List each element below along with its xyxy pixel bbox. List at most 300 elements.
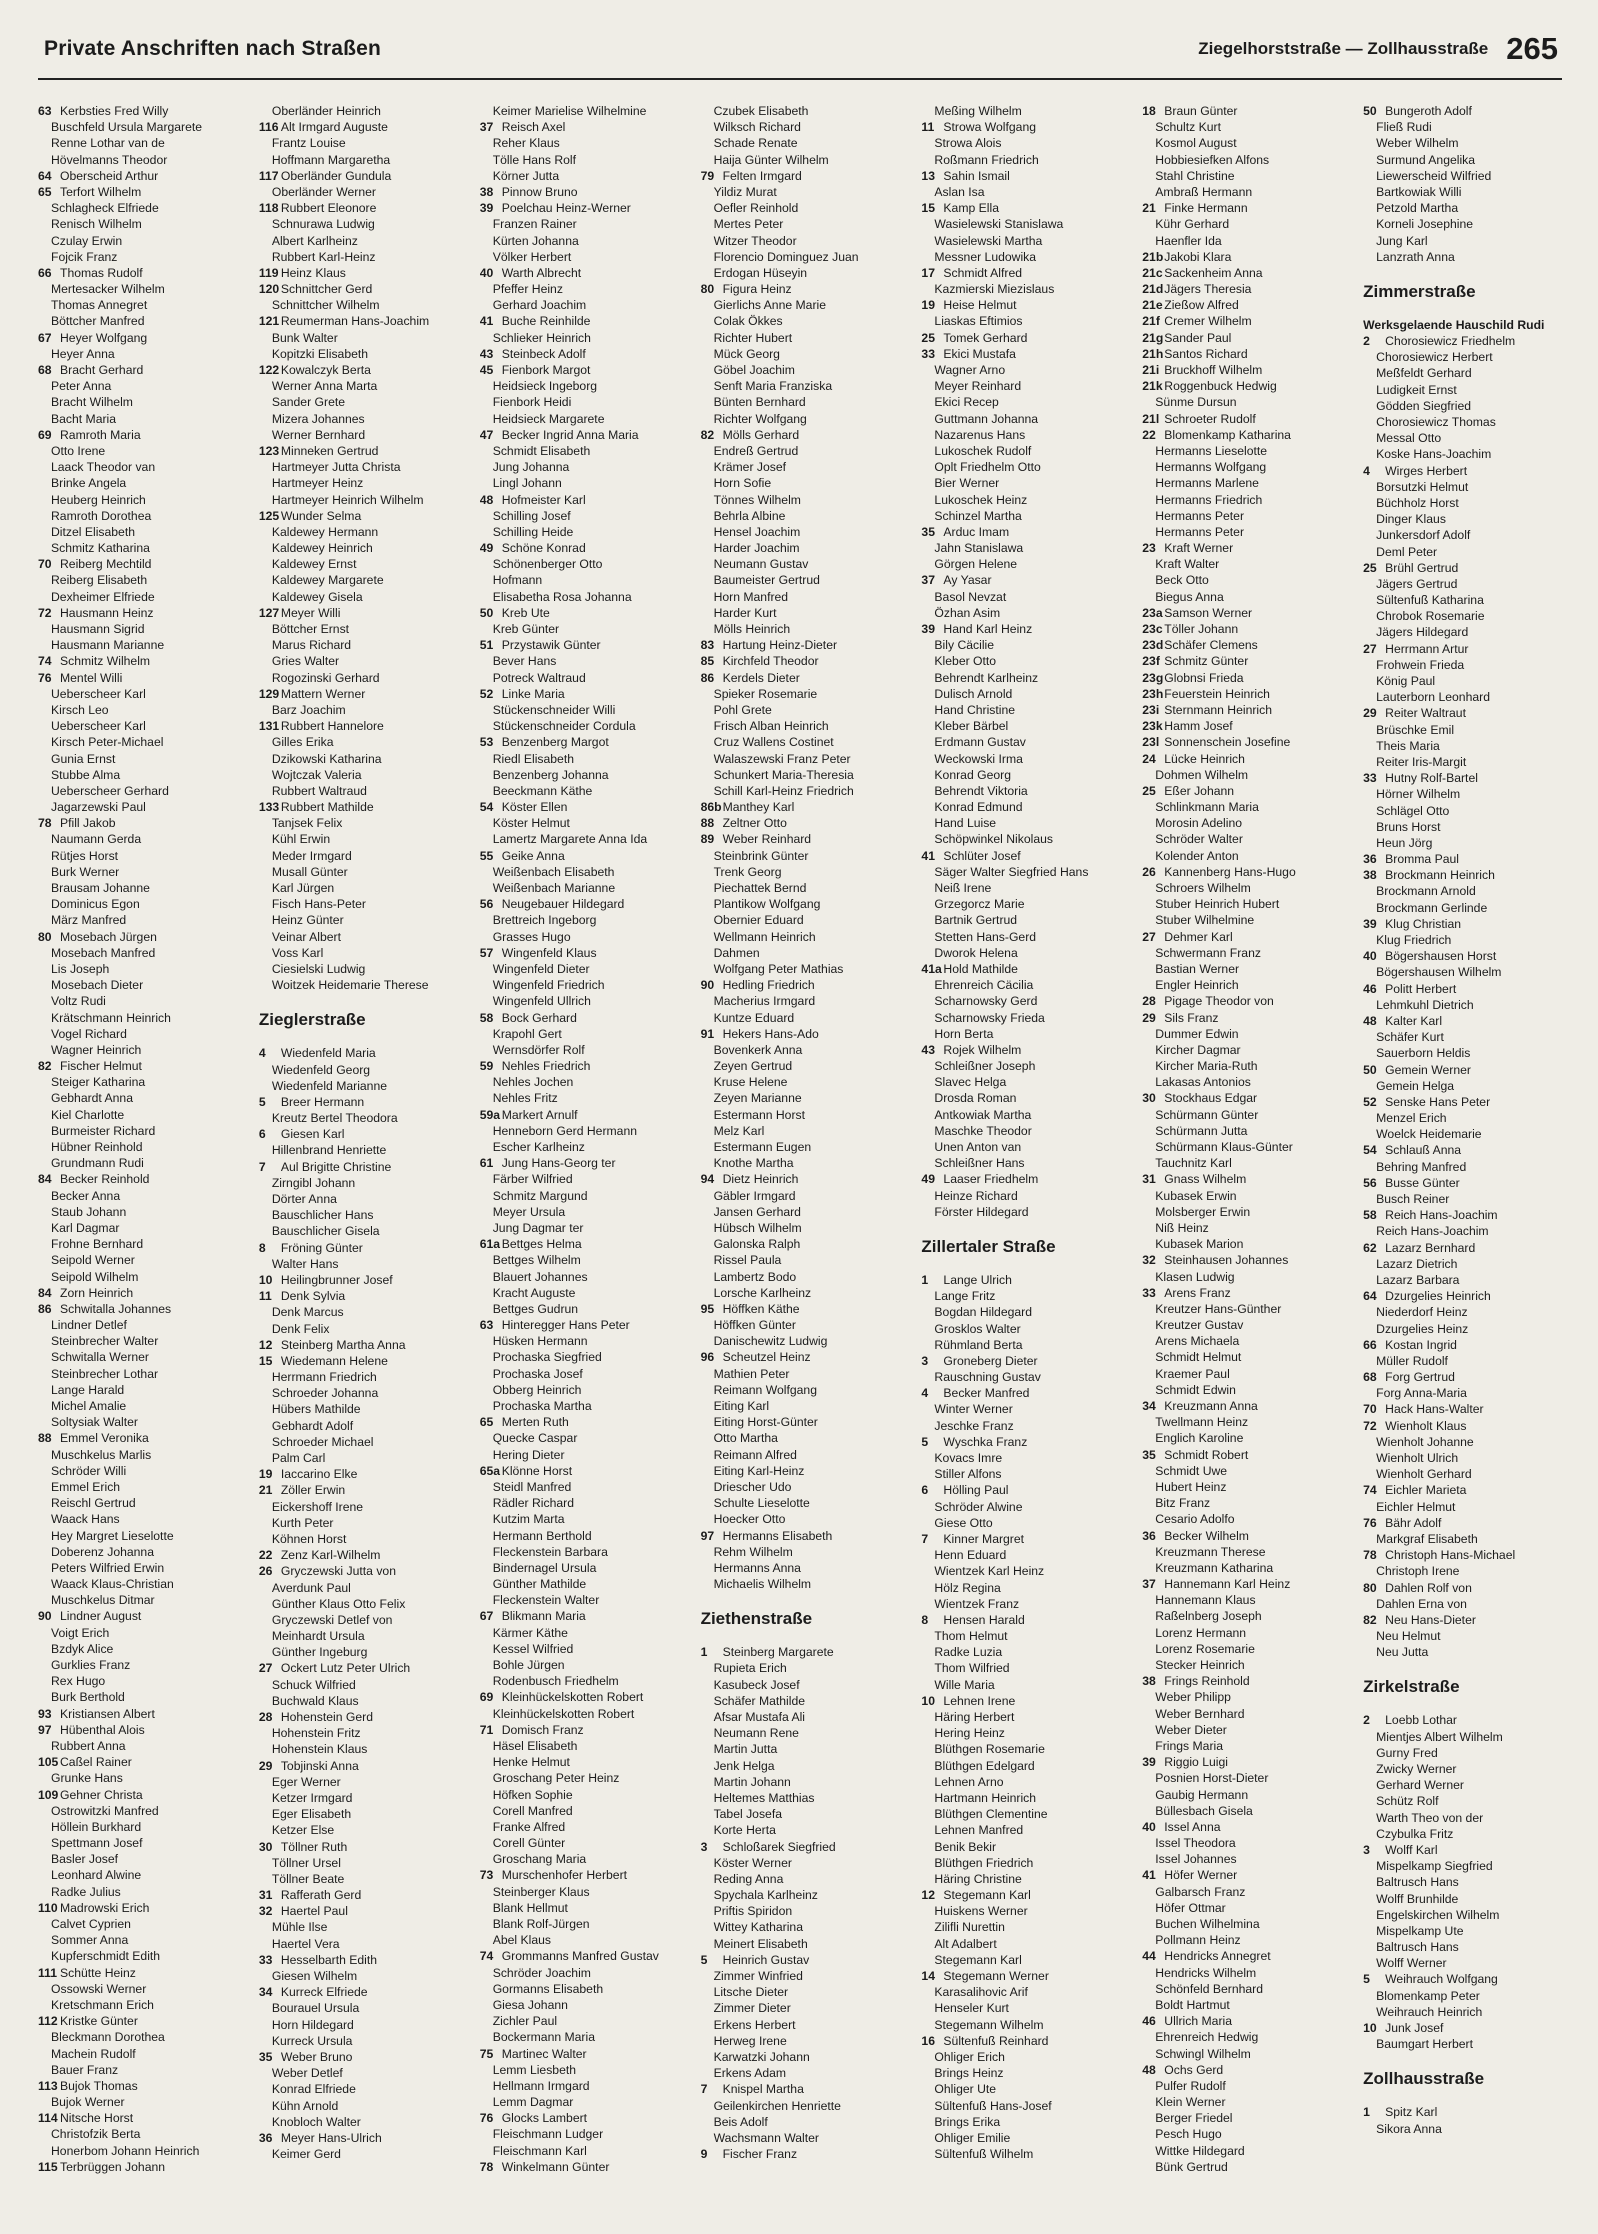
resident-name: Oplt Friedhelm Otto: [934, 460, 1041, 475]
house-number: 50: [1363, 104, 1377, 118]
house-number: 43: [479, 346, 494, 361]
resident-name: Chorosiewicz Thomas: [1376, 415, 1496, 430]
resident-name: Renne Lothar van de: [51, 136, 165, 151]
directory-entry: [38, 2046, 251, 2062]
resident-name: Jahn Stanislawa: [934, 541, 1024, 556]
house-number: 122: [258, 363, 280, 377]
directory-entry: [480, 2159, 693, 2175]
house-number: 41: [1142, 1868, 1156, 1883]
resident-name: Steiger Katharina: [51, 1075, 146, 1090]
directory-entry: [701, 152, 914, 168]
resident-name: Bastian Werner: [1155, 961, 1240, 976]
directory-entry: [259, 427, 472, 443]
resident-name: Feuerstein Heinrich: [1164, 686, 1270, 701]
directory-entry: [1142, 1981, 1355, 1997]
house-number: 38: [1142, 1674, 1156, 1689]
directory-entry: [701, 1317, 914, 1333]
directory-entry: [38, 152, 251, 168]
resident-name: Maschke Theodor: [934, 1123, 1032, 1138]
resident-name: Haija Günter Wilhelm: [713, 152, 829, 167]
resident-name: Kosmol August: [1155, 136, 1237, 151]
directory-entry: [480, 1074, 693, 1090]
resident-name: Kamp Ella: [943, 201, 999, 216]
directory-entry: [921, 540, 1134, 556]
directory-entry: [38, 1463, 251, 1479]
resident-name: Fischer Helmut: [60, 1059, 142, 1074]
house-number: 23l: [1142, 735, 1160, 750]
resident-name: Karasalihovic Arif: [934, 1985, 1028, 2000]
resident-name: Zwicky Werner: [1376, 1762, 1457, 1777]
directory-entry: [259, 184, 472, 200]
house-number: 123: [258, 443, 280, 458]
directory-entry: [259, 653, 472, 669]
directory-entry: [1142, 540, 1355, 556]
directory-entry: [259, 1499, 472, 1515]
directory-entry: [259, 313, 472, 329]
house-number: 83: [700, 638, 715, 653]
resident-name: Santos Richard: [1164, 346, 1248, 361]
directory-entry: [480, 2029, 693, 2045]
resident-name: Gierlichs Anne Marie: [713, 298, 827, 313]
directory-entry: [38, 103, 251, 119]
resident-name: Denk Marcus: [271, 1305, 344, 1320]
resident-name: Hand Karl Heinz: [943, 622, 1033, 636]
resident-name: Dexheimer Elfriede: [51, 589, 155, 604]
resident-name: Bauschlicher Hans: [271, 1208, 374, 1223]
resident-name: Heinz Klaus: [280, 265, 346, 280]
directory-entry: [921, 1693, 1134, 1709]
directory-entry: [480, 508, 693, 524]
directory-entry: [480, 1932, 693, 1948]
resident-name: Ossowski Werner: [51, 1981, 147, 1996]
directory-entry: [259, 459, 472, 475]
resident-name: Heinrich Gustav: [722, 1952, 810, 1967]
resident-name: Reisch Axel: [501, 120, 566, 135]
directory-entry: [38, 686, 251, 702]
house-number: 27: [258, 1661, 273, 1676]
resident-name: Pfill Jakob: [60, 816, 116, 831]
directory-entry: [1142, 670, 1355, 686]
directory-entry: [480, 1123, 693, 1139]
directory-entry: [480, 265, 693, 281]
directory-entry: [921, 1903, 1134, 1919]
resident-name: Hoecker Otto: [713, 1512, 786, 1527]
resident-name: Breer Hermann: [280, 1094, 365, 1109]
resident-name: Tomek Gerhard: [943, 330, 1028, 345]
resident-name: Stegemann Karl: [943, 1888, 1031, 1903]
directory-entry: [921, 1385, 1134, 1401]
directory-entry: [480, 589, 693, 605]
resident-name: Pinnow Bruno: [501, 184, 578, 199]
directory-entry: [921, 1709, 1134, 1725]
resident-name: Brüschke Emil: [1376, 722, 1455, 737]
resident-name: Raßelnberg Joseph: [1155, 1609, 1262, 1624]
resident-name: Schmitz Margund: [492, 1188, 588, 1203]
directory-entry: [921, 1353, 1134, 1369]
directory-entry: [259, 621, 472, 637]
resident-name: Weißenbach Elisabeth: [492, 864, 615, 879]
resident-name: Schmidt Uwe: [1155, 1463, 1228, 1478]
resident-name: Kühl Erwin: [271, 832, 331, 847]
directory-entry: [1363, 1515, 1576, 1531]
house-number: 64: [38, 168, 52, 183]
resident-name: Kutzim Marta: [492, 1512, 565, 1527]
resident-name: Berger Friedel: [1155, 2111, 1233, 2126]
directory-entry: [38, 1123, 251, 1139]
house-number: 5: [1363, 1972, 1370, 1987]
resident-name: Lingl Johann: [492, 476, 562, 491]
directory-entry: [1142, 718, 1355, 734]
resident-name: Brockmann Gerlinde: [1376, 900, 1488, 915]
house-number: 15: [258, 1353, 273, 1368]
resident-name: Reiter Iris-Margit: [1376, 754, 1467, 769]
directory-entry: [1363, 1971, 1576, 1987]
directory-entry: [38, 1576, 251, 1592]
house-number: 61a: [479, 1237, 501, 1252]
directory-entry: [480, 767, 693, 783]
resident-name: Mientjes Albert Wilhelm: [1376, 1729, 1503, 1744]
directory-entry: [1142, 1107, 1355, 1123]
directory-entry: [259, 1482, 472, 1498]
resident-name: Hellmann Irmgard: [492, 2078, 590, 2093]
resident-name: Konrad Edmund: [934, 800, 1023, 815]
resident-name: Iaccarino Elke: [280, 1467, 358, 1482]
directory-entry: [1363, 916, 1576, 932]
directory-entry: [1142, 1592, 1355, 1608]
resident-name: Hölz Regina: [934, 1580, 1001, 1595]
resident-name: Meyer Reinhard: [934, 379, 1022, 394]
directory-entry: [480, 1107, 693, 1123]
resident-name: Eßer Johann: [1164, 783, 1235, 798]
house-number: 10: [921, 1693, 935, 1708]
directory-entry: [1142, 2013, 1355, 2029]
directory-entry: [480, 1349, 693, 1365]
house-number: 58: [479, 1010, 494, 1025]
directory-entry: [480, 1641, 693, 1657]
house-number: 26: [1142, 864, 1156, 879]
resident-name: Rubbert Hannelore: [280, 719, 384, 734]
house-number: 71: [479, 1722, 494, 1737]
resident-name: Meyer Ursula: [492, 1204, 566, 1219]
directory-entry: [480, 1447, 693, 1463]
directory-entry: [1363, 1644, 1576, 1660]
directory-entry: [1142, 1430, 1355, 1446]
directory-entry: [701, 1479, 914, 1495]
directory-entry: [259, 1321, 472, 1337]
directory-entry: [701, 281, 914, 297]
directory-entry: [38, 1689, 251, 1705]
resident-name: Fojcik Franz: [51, 249, 118, 264]
resident-name: Pollmann Heinz: [1155, 1933, 1241, 1948]
resident-name: Aul Brigitte Christine: [280, 1159, 392, 1174]
resident-name: Muschkelus Ditmar: [51, 1593, 155, 1608]
directory-entry: [921, 281, 1134, 297]
resident-name: Blomenkamp Peter: [1376, 1988, 1480, 2003]
resident-name: Heinz Günter: [271, 913, 344, 928]
resident-name: Franzen Rainer: [492, 217, 577, 232]
directory-entry: [701, 362, 914, 378]
directory-entry: [921, 1725, 1134, 1741]
resident-name: Kircher Maria-Ruth: [1155, 1059, 1258, 1074]
resident-name: Schäfer Mathilde: [713, 1693, 806, 1708]
directory-entry: [701, 799, 914, 815]
resident-name: Becker Ingrid Anna Maria: [501, 427, 639, 442]
resident-name: Hermanns Marlene: [1155, 476, 1259, 491]
directory-entry: [480, 459, 693, 475]
resident-name: Lindner August: [60, 1609, 142, 1624]
directory-entry: [921, 961, 1134, 977]
directory-entry: [1363, 1499, 1576, 1515]
resident-name: Weber Reinhard: [722, 832, 812, 847]
resident-name: Strowa Alois: [934, 136, 1002, 151]
directory-entry: [701, 1204, 914, 1220]
directory-entry: [921, 1026, 1134, 1042]
directory-entry: [1363, 2036, 1576, 2052]
directory-entry: [921, 605, 1134, 621]
resident-name: Schmitz Günter: [1164, 654, 1249, 669]
resident-name: Buchen Wilhelmina: [1155, 1917, 1260, 1931]
directory-column-1: [38, 103, 251, 2214]
directory-entry: [38, 2143, 251, 2159]
directory-entry: [259, 508, 472, 524]
resident-name: Rauschning Gustav: [934, 1370, 1041, 1385]
resident-name: Jung Johanna: [492, 460, 570, 475]
directory-entry: [921, 1580, 1134, 1596]
resident-name: Förster Hildegard: [934, 1204, 1029, 1219]
directory-entry: [1363, 1434, 1576, 1450]
street-heading: Zimmerstraße: [1363, 281, 1476, 301]
resident-name: Weihrauch Wolfgang: [1385, 1972, 1498, 1987]
resident-name: Günther Ingeburg: [271, 1645, 368, 1660]
resident-name: Poelchau Heinz-Werner: [501, 201, 631, 216]
resident-name: Lorenz Rosemarie: [1155, 1641, 1255, 1656]
resident-name: Baumgart Herbert: [1376, 2037, 1474, 2052]
directory-entry: [701, 168, 914, 184]
directory-entry: [259, 783, 472, 799]
directory-entry: [480, 152, 693, 168]
house-number: 24: [1142, 751, 1156, 766]
directory-entry: [1142, 1511, 1355, 1527]
resident-name: Unen Anton van: [934, 1140, 1022, 1154]
directory-entry: [259, 475, 472, 491]
resident-name: Burk Werner: [51, 864, 120, 879]
directory-entry: [38, 1139, 251, 1155]
directory-entry: [38, 1900, 251, 1916]
directory-entry: [480, 572, 693, 588]
house-number: 46: [1142, 2014, 1156, 2029]
directory-entry: [38, 993, 251, 1009]
resident-name: Beck Otto: [1155, 573, 1209, 588]
resident-name: Weber Dieter: [1155, 1722, 1227, 1737]
directory-entry: [480, 216, 693, 232]
resident-name: Finke Hermann: [1164, 201, 1248, 216]
directory-entry: [701, 1495, 914, 1511]
resident-name: Heyer Anna: [51, 346, 115, 361]
directory-entry: [921, 2000, 1134, 2016]
directory-entry: [1142, 1236, 1355, 1252]
resident-name: Busch Reiner: [1376, 1192, 1450, 1207]
house-number: 68: [38, 363, 52, 377]
directory-column-7: [1363, 103, 1576, 2214]
directory-entry: [1363, 1240, 1576, 1256]
resident-name: Posnien Horst-Dieter: [1155, 1771, 1269, 1786]
resident-name: Forg Gertrud: [1385, 1370, 1455, 1385]
resident-name: Litsche Dieter: [713, 1985, 789, 2000]
directory-entry: [1363, 964, 1576, 980]
directory-entry: [38, 1010, 251, 1026]
resident-name: Ludigkeit Ernst: [1376, 382, 1457, 397]
resident-name: Schröder Willi: [51, 1463, 127, 1478]
directory-entry: [921, 556, 1134, 572]
directory-entry: [480, 1738, 693, 1754]
resident-name: Mentel Willi: [60, 670, 123, 685]
directory-entry: [1363, 349, 1576, 365]
resident-name: Höffken Käthe: [722, 1301, 800, 1316]
directory-entry: [921, 783, 1134, 799]
directory-entry: [480, 1430, 693, 1446]
directory-entry: [701, 313, 914, 329]
directory-entry: [701, 848, 914, 864]
house-number: 23a: [1142, 605, 1163, 620]
directory-entry: [1363, 1304, 1576, 1320]
resident-name: Kreb Günter: [492, 622, 560, 636]
directory-entry: [259, 297, 472, 313]
directory-entry: [480, 751, 693, 767]
directory-entry: [921, 1984, 1134, 2000]
directory-entry: [921, 394, 1134, 410]
resident-name: Obberg Heinrich: [492, 1382, 582, 1397]
directory-entry: [1363, 851, 1576, 867]
directory-entry: [1142, 1058, 1355, 1074]
resident-name: Behrendt Viktoria: [934, 783, 1028, 798]
directory-entry: [1363, 1337, 1576, 1353]
resident-name: Kessel Wilfried: [492, 1641, 574, 1656]
house-number: 11: [258, 1289, 272, 1304]
house-number: 2: [1363, 1713, 1370, 1728]
directory-entry: [259, 1062, 472, 1078]
resident-name: Kalter Karl: [1385, 1013, 1443, 1028]
house-number: 53: [479, 735, 494, 750]
directory-entry: [480, 686, 693, 702]
resident-name: Baltrusch Hans: [1376, 1875, 1459, 1890]
house-number: 7: [258, 1159, 266, 1174]
house-number: 51: [479, 638, 494, 653]
house-number: 29: [1363, 706, 1377, 721]
resident-name: Frings Maria: [1155, 1738, 1224, 1753]
directory-entry: [701, 2065, 914, 2081]
resident-name: Kazmierski Miezislaus: [934, 282, 1055, 297]
resident-name: Bourauel Ursula: [271, 2001, 360, 2016]
directory-entry: [480, 1544, 693, 1560]
house-number: 84: [38, 1172, 52, 1187]
directory-entry: [480, 1592, 693, 1608]
directory-entry: [480, 977, 693, 993]
resident-name: Denk Sylvia: [280, 1289, 346, 1304]
directory-entry: [1142, 1528, 1355, 1544]
directory-entry: [1363, 1907, 1576, 1923]
resident-name: Stückenschneider Willi: [492, 702, 616, 717]
resident-name: Giesen Karl: [280, 1127, 345, 1142]
directory-entry: [1363, 932, 1576, 948]
directory-entry: [1363, 233, 1576, 249]
directory-entry: [259, 1337, 472, 1353]
directory-entry: [921, 653, 1134, 669]
directory-entry: [38, 346, 251, 362]
resident-name: Christoph Hans-Michael: [1385, 1548, 1516, 1563]
directory-entry: [480, 540, 693, 556]
house-number: 49: [479, 541, 494, 556]
directory-entry: [38, 233, 251, 249]
resident-name: Groschang Peter Heinz: [492, 1771, 620, 1786]
directory-entry: [1142, 1447, 1355, 1463]
directory-entry: [259, 378, 472, 394]
resident-name: Neu Jutta: [1376, 1645, 1429, 1660]
directory-entry: [480, 394, 693, 410]
resident-name: Wolff Karl: [1385, 1842, 1438, 1857]
house-number: 34: [258, 1985, 273, 2000]
resident-name: Oberländer Gundula: [280, 168, 392, 183]
house-number: 5: [700, 1952, 708, 1967]
directory-entry: [1363, 446, 1576, 462]
directory-entry: [259, 848, 472, 864]
directory-entry: [1363, 1842, 1576, 1858]
house-number: 39: [479, 201, 494, 216]
resident-name: Felten Irmgard: [722, 168, 802, 183]
directory-entry: [1142, 2143, 1355, 2159]
resident-name: Liaskas Eftimios: [934, 314, 1023, 329]
directory-entry: [921, 945, 1134, 961]
directory-entry: [1142, 1900, 1355, 1916]
resident-name: Engelskirchen Wilhelm: [1376, 1907, 1500, 1922]
directory-entry: [1363, 1939, 1576, 1955]
resident-name: Kleinhückelskotten Robert: [501, 1690, 644, 1705]
directory-entry: [259, 2033, 472, 2049]
resident-name: Fisch Hans-Peter: [271, 897, 366, 912]
resident-name: Czubek Elisabeth: [713, 104, 809, 118]
directory-entry: [38, 718, 251, 734]
directory-entry: [921, 1155, 1134, 1171]
directory-entry: [480, 1576, 693, 1592]
directory-entry: [921, 1596, 1134, 1612]
resident-name: Erkens Adam: [713, 2066, 787, 2081]
house-number: 15: [921, 201, 935, 216]
directory-entry: [480, 1479, 693, 1495]
house-number: 41a: [921, 961, 942, 976]
resident-name: Galonska Ralph: [713, 1237, 801, 1252]
directory-entry: [1363, 1321, 1576, 1337]
directory-entry: [259, 734, 472, 750]
directory-entry: [259, 1207, 472, 1223]
resident-name: Zenz Karl-Wilhelm: [280, 1548, 381, 1563]
resident-name: Schmidt Robert: [1164, 1447, 1249, 1462]
resident-name: Eiting Karl-Heinz: [713, 1463, 805, 1478]
house-number: 31: [258, 1888, 273, 1903]
resident-name: Caßel Rainer: [60, 1755, 132, 1770]
resident-name: Hartmeyer Heinrich Wilhelm: [271, 492, 424, 507]
resident-name: Wingenfeld Dieter: [492, 961, 590, 976]
resident-name: Färber Wilfried: [492, 1172, 573, 1187]
directory-entry: [921, 1466, 1134, 1482]
resident-name: Arens Franz: [1164, 1285, 1231, 1300]
directory-entry: [1363, 544, 1576, 560]
resident-name: Kuntze Eduard: [713, 1010, 795, 1025]
directory-entry: [480, 929, 693, 945]
directory-entry: [480, 1754, 693, 1770]
directory-entry: [480, 135, 693, 151]
directory-entry: [1142, 1738, 1355, 1754]
directory-entry: [259, 896, 472, 912]
directory-entry: [921, 1822, 1134, 1838]
